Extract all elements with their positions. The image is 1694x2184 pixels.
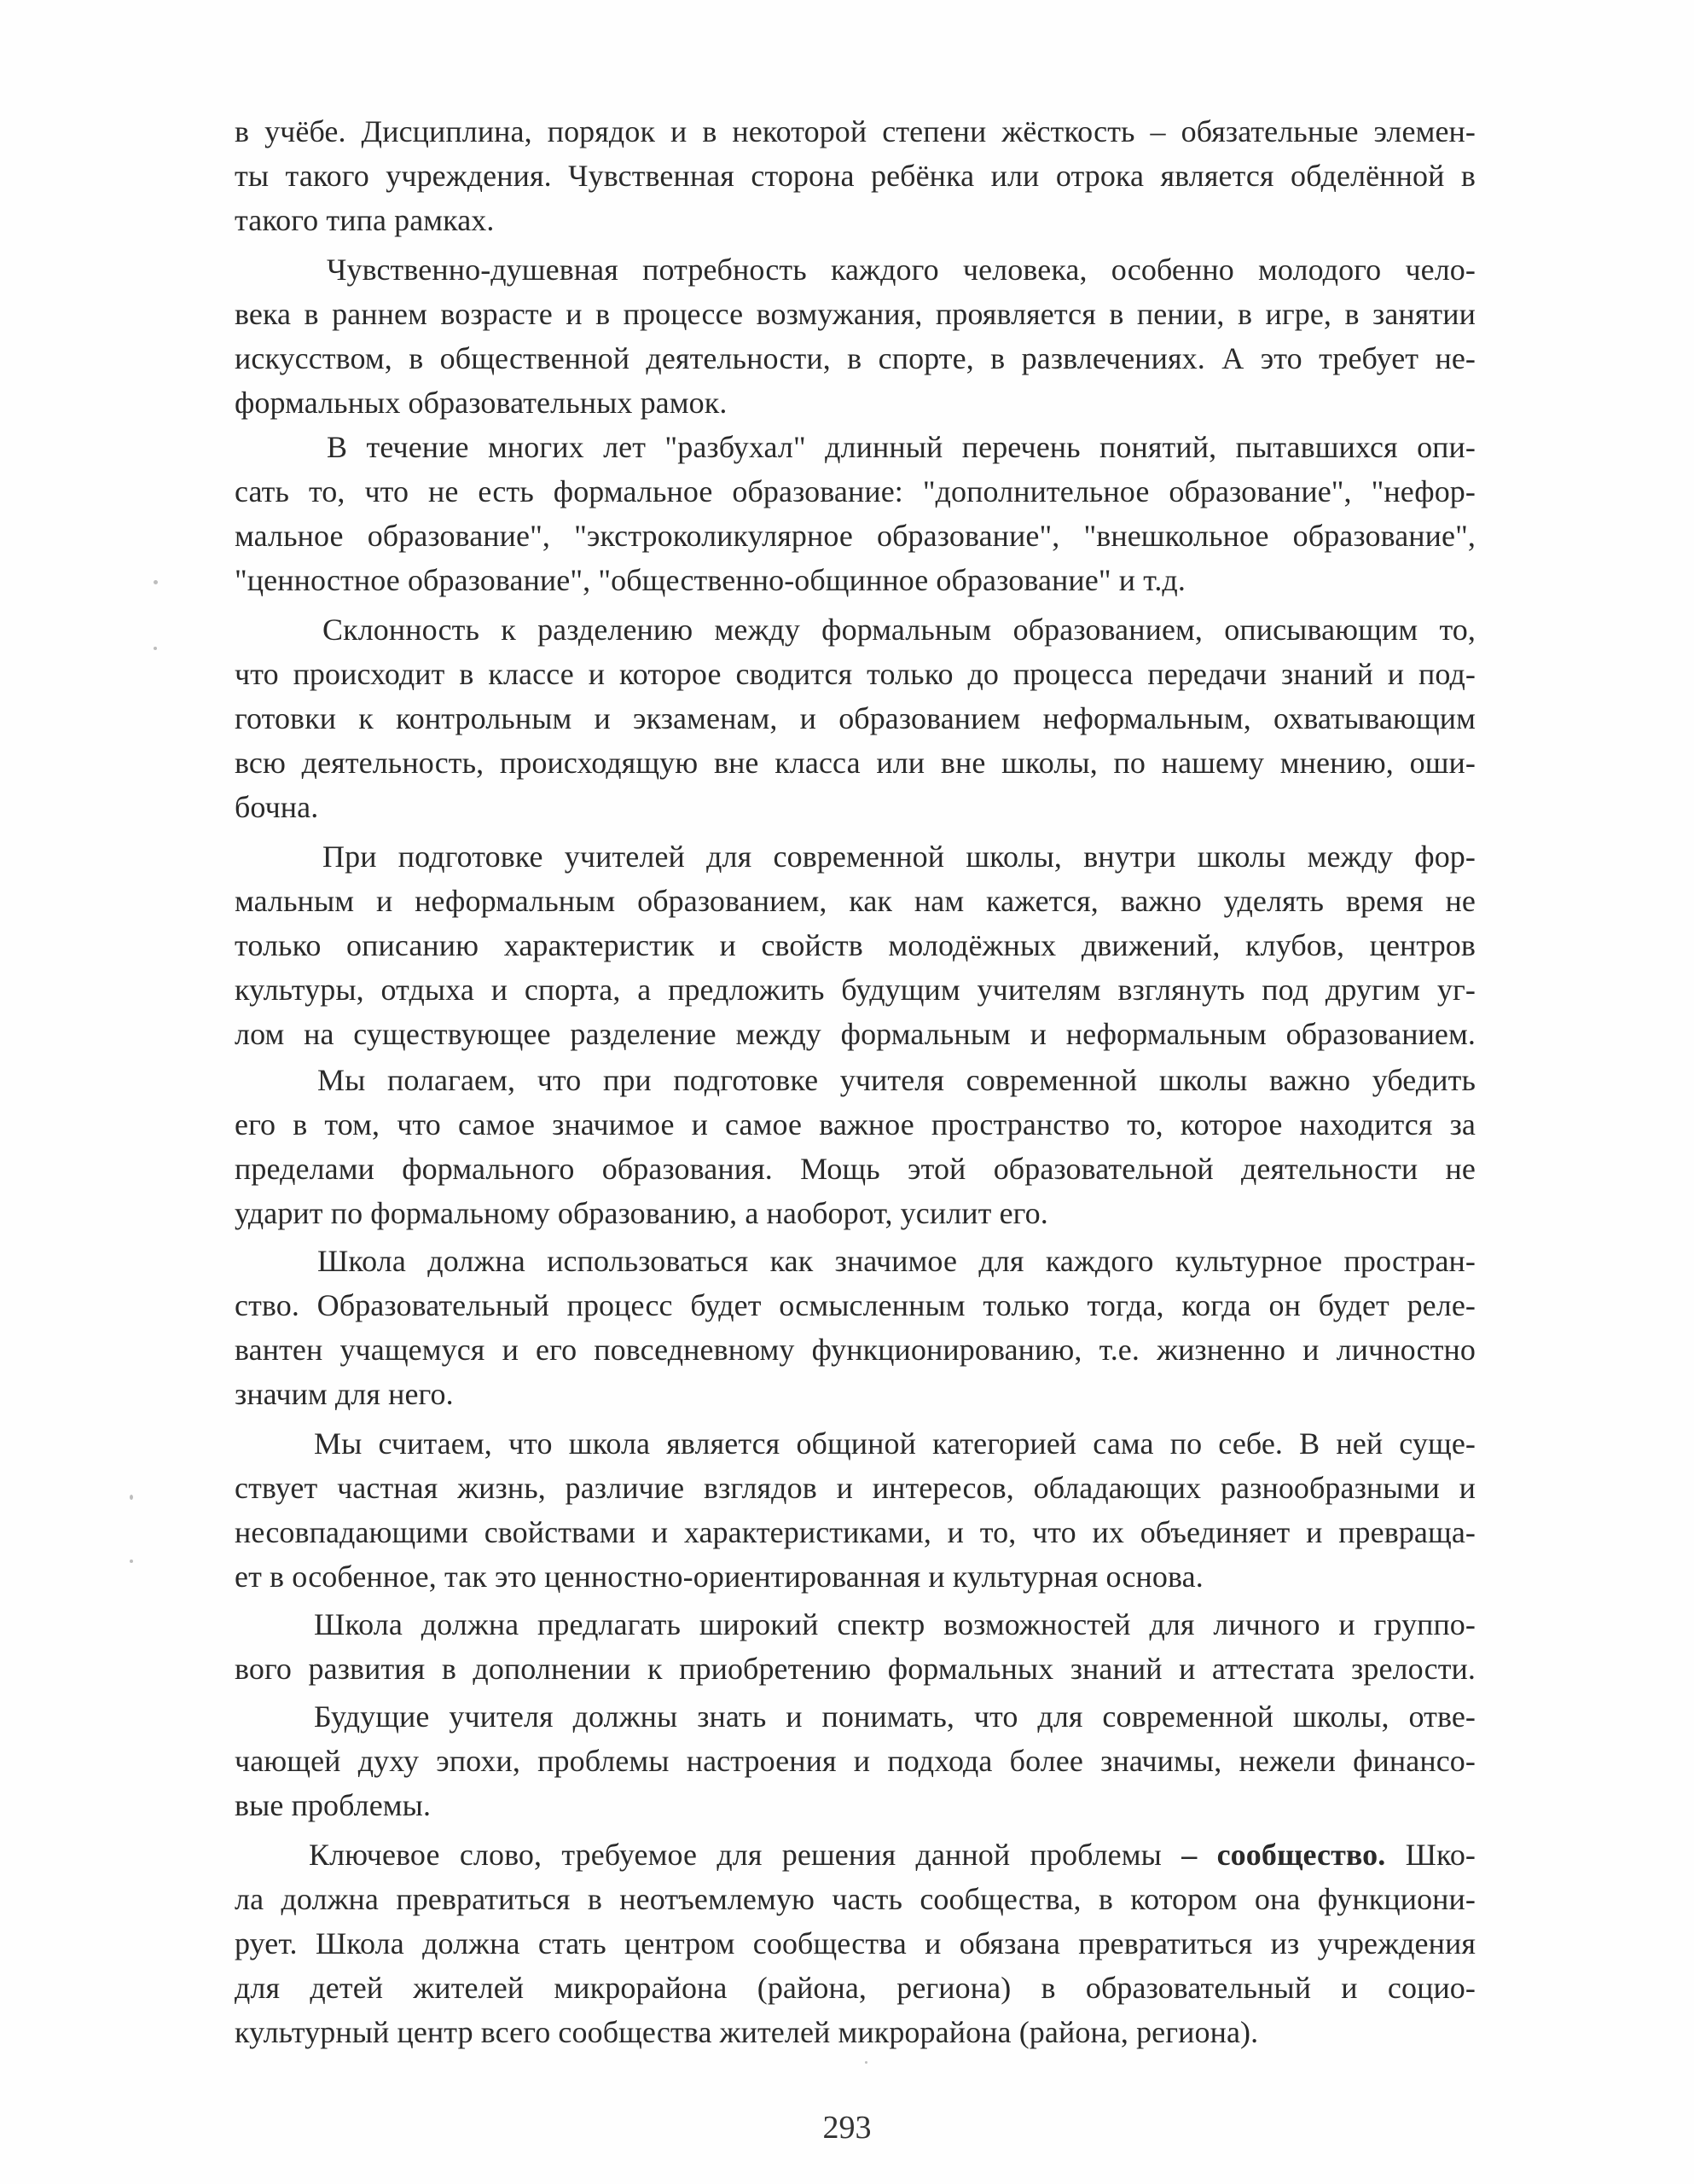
text-line: формальных образовательных рамок. [235,386,728,420]
text-line: несовпадающими свойствами и характеристиками, и то, что их объединяет и превраща- [235,1515,1476,1549]
text-line: ет в особенное, так это ценностно-ориентированная и культурная основа. [235,1560,1204,1594]
text-line: рует. Школа должна стать центром сообщества и обязана превратиться из учреждения [235,1926,1476,1960]
text-run: Ключевое слово, требуемое для решения данной проблемы [309,1838,1182,1872]
bold-keyword-community: – сообщество. [1181,1838,1386,1872]
scan-speck [130,1560,133,1563]
text-line: Мы считаем, что школа является общиной категорией сама по себе. В ней суще- [314,1426,1476,1461]
text-line: мальным и неформальным образованием, как нам кажется, важно уделять время не [235,884,1476,918]
text-line: ла должна превратиться в неотъемлемую часть сообщества, в котором она функциони- [235,1882,1476,1916]
text-line [309,1836,1476,1873]
text-line: культурный центр всего сообщества жителей микрорайона (района, региона). [235,2015,1259,2049]
text-line: его в том, что самое значимое и самое важное пространство то, которое находится за [235,1107,1476,1141]
text-line: лом на существующее разделение между формальным и неформальным образованием. [235,1017,1476,1051]
scan-speck [154,580,158,584]
text-line: культуры, отдыха и спорта, а предложить будущим учителям взглянуть под другим уг- [235,973,1476,1007]
text-line: ударит по формальному образованию, а наоборот, усилит его. [235,1196,1048,1230]
text-line: В течение многих лет "разбухал" длинный перечень понятий, пытавшихся опи- [327,430,1476,464]
text-line: для детей жителей микрорайона (района, региона) в образовательный и социо- [235,1971,1476,2005]
text-run: Шко- [1385,1838,1476,1872]
text-line: всю деятельность, происходящую вне класса или вне школы, по нашему мнению, оши- [235,746,1476,780]
text-line: в учёбе. Дисциплина, порядок и в некоторой степени жёсткость – обязательные элемен- [235,114,1476,148]
text-line: века в раннем возрасте и в процессе возмужания, проявляется в пении, в игре, в занятии [235,297,1476,331]
text-line: Мы полагаем, что при подготовке учителя современной школы важно убедить [317,1063,1476,1097]
text-line: мальное образование", "экстроколикулярное образование", "внешкольное образование", [235,519,1476,553]
text-line: что происходит в классе и которое сводится только до процесса передачи знаний и под- [235,657,1476,691]
text-line: ты такого учреждения. Чувственная сторона ребёнка или отрока является обделённой в [235,159,1476,193]
text-line: чающей духу эпохи, проблемы настроения и подхода более значимы, нежели финансо- [235,1744,1476,1778]
text-line: вые проблемы. [235,1788,432,1822]
page-number: 293 [822,2110,872,2146]
text-line: сать то, что не есть формальное образование: "дополнительное образование", "нефор- [235,474,1476,508]
text-line: вого развития в дополнении к приобретению формальных знаний и аттестата зрелости. [235,1652,1476,1686]
text-line: Будущие учителя должны знать и понимать, что для современной школы, отве- [314,1699,1476,1734]
scan-speck [865,2061,867,2064]
text-line: ствует частная жизнь, различие взглядов и интересов, обладающих разнообразными и [235,1471,1476,1505]
text-line: ство. Образовательный процесс будет осмысленным только тогда, когда он будет реле- [235,1288,1476,1322]
text-line: искусством, в общественной деятельности, в спорте, в развлечениях. А это требует не- [235,341,1476,375]
text-line: При подготовке учителей для современной школы, внутри школы между фор- [322,839,1476,874]
text-line: "ценностное образование", "общественно-общинное образование" и т.д. [235,563,1186,597]
text-line: Школа должна предлагать широкий спектр возможностей для личного и группо- [314,1607,1476,1641]
text-line: Чувственно-душевная потребность каждого человека, особенно молодого чело- [327,253,1476,287]
scan-speck [154,647,157,650]
text-line: Школа должна использоваться как значимое для каждого культурное простран- [317,1244,1476,1278]
text-line: такого типа рамках. [235,203,495,237]
text-line: значим для него. [235,1377,454,1411]
text-line: готовки к контрольным и экзаменам, и образованием неформальным, охватывающим [235,701,1476,735]
text-line: вантен учащемуся и его повседневному функционированию, т.е. жизненно и личностно [235,1333,1476,1367]
text-line: пределами формального образования. Мощь этой образовательной деятельности не [235,1152,1476,1186]
text-line: бочна. [235,790,319,824]
scan-speck [130,1495,133,1500]
text-line: только описанию характеристик и свойств молодёжных движений, клубов, центров [235,928,1476,962]
text-line: Склонность к разделению между формальным образованием, описывающим то, [322,613,1476,647]
